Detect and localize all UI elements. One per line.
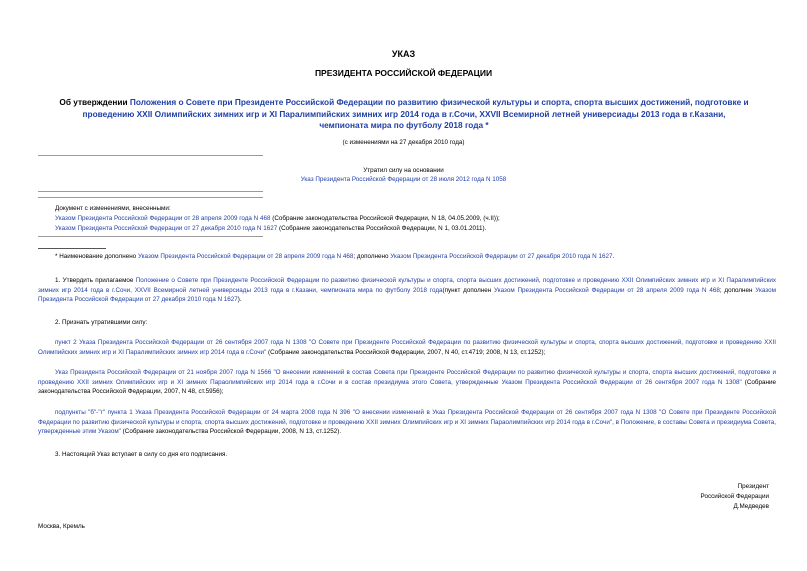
divider [38, 191, 263, 192]
repealed-note: Утратил силу на основании [363, 167, 444, 174]
repealed-item-link[interactable]: пункт 2 Указа Президента Российской Федерации от 26 сентября 2007 года N 1308 "О Совете при Президенте Российской Федерации по развитию физической культуры и спорта, спорта высших достижений, подготовке и проведению XXII Олимпийских зимних игр и XI Паралимпийских зимних игр 2014 года в г.Сочи" [38, 339, 776, 356]
changes-item-text: (Собрание законодательства Российской Федерации, N 1, 03.01.2011). [277, 225, 487, 232]
footnote-link[interactable]: Указом Президента Российской Федерации от 28 апреля 2009 года N 468 [137, 253, 354, 260]
paragraph-text: ). [237, 296, 242, 304]
repealed-item-text: (Собрание законодательства Российской Федерации, 2007, N 40, ст.4719; 2008, N 13, ст.1252); [266, 348, 546, 356]
changes-item [55, 225, 486, 234]
amendment-link[interactable]: Указом Президента Российской Федерации от 27 декабря 2010 года N 1627 [38, 286, 776, 304]
amendment-link[interactable]: Указом Президента Российской Федерации от 28 апреля 2009 года N 468 [494, 286, 720, 294]
footnote-text: . [612, 253, 615, 260]
signature-position: Президент [737, 483, 769, 490]
paragraph-1 [38, 276, 776, 305]
changes-item-text: (Собрание законодательства Российской Федерации, N 18, 04.05.2009, (ч.II)); [270, 215, 500, 222]
signature-organization: Российской Федерации [700, 493, 769, 500]
paragraph-text: 1. Утвердить прилагаемое [55, 277, 136, 284]
document-title [58, 97, 750, 132]
divider [38, 236, 263, 237]
footnote-separator [38, 248, 106, 249]
amended-note: (с изменениями на 27 декабря 2010 года) [342, 139, 465, 146]
repealed-item-text: (Собрание законодательства Российской Федерации, 2008, N 13, ст.1252). [120, 428, 342, 436]
footnote-link[interactable]: Указом Президента Российской Федерации от 27 декабря 2010 года N 1627 [390, 253, 613, 260]
decree-issuer: ПРЕЗИДЕНТА РОССИЙСКОЙ ФЕДЕРАЦИИ [314, 68, 493, 78]
changes-heading: Документ с изменениями, внесенными: [55, 205, 171, 212]
changes-item [55, 215, 500, 224]
divider [38, 197, 263, 198]
repealed-item-link[interactable]: подпункты "б"-"г" пункта 1 Указа Президента Российской Федерации от 24 марта 2008 года N 396 "О внесении изменений в Указ Президента Российской Федерации от 26 сентября 2007 года N 1308 "О Совете при Президенте Российской Федерации по развитию физической культуры и спорта, спорта высших достижений, подготовке и проведению XXII зимних Олимпийских игр и XI зимних Параолимпийских игр 2014 года в г.Сочи", в Положение, в составы Совета и президиума Совета, утвержденные этим Указом" [38, 409, 776, 436]
title-prefix: Об утверждении [59, 97, 130, 107]
footnote [55, 253, 614, 262]
paragraph-3: 3. Настоящий Указ вступает в силу со дня его подписания. [55, 451, 228, 458]
signature-block [701, 482, 769, 512]
repealed-item-3 [38, 408, 776, 437]
repealed-link[interactable]: Указ Президента Российской Федерации от 28 июля 2012 года N 1058 [300, 176, 507, 183]
divider [38, 155, 263, 156]
paragraph-2: 2. Признать утратившими силу: [55, 319, 148, 326]
footnote-text: ; дополнено [353, 253, 391, 260]
repealed-item-1 [38, 338, 776, 357]
footnote-text: * Наименование дополнено [55, 253, 138, 260]
paragraph-text: (пункт дополнен [442, 286, 495, 294]
paragraph-text: ; дополнен [719, 286, 756, 294]
signing-place: Москва, Кремль [38, 523, 85, 530]
changes-item-link[interactable]: Указом Президента Российской Федерации от 28 апреля 2009 года N 468 [55, 215, 271, 222]
title-link[interactable]: Положения о Совете при Президенте Российской Федерации по развитию физической культуры и спорта, спорта высших достижений, подготовке и проведению XXII Олимпийских зимних игр и XI Паралимпийских зимних игр 2014 года в г.Сочи, XXVII Всемирной летней универсиады 2013 года в г.Казани, чемпионата мира по футболу 2018 года * [82, 97, 749, 130]
repealed-item-2 [38, 368, 776, 397]
repealed-item-link[interactable]: Указ Президента Российской Федерации от 21 ноября 2007 года N 1566 "О внесении изменений в состав Совета при Президенте Российской Федерации по развитию физической культуры и спорта, спорта высших достижений, подготовке и проведению XXII зимних Олимпийских игр и XI зимних Параолимпийских игр 2014 года в г.Сочи и в состав президиума этого Совета, утвержденные Указом Президента Российской Федерации от 26 сентября 2007 года N 1308" [38, 369, 776, 386]
regulation-link[interactable]: Положение о Совете при Президенте Российской Федерации по развитию физической культуры и спорта, спорта высших достижений, подготовке и проведению XXII Олимпийских зимних игр и XI Паралимпийских зимних игр 2014 года в г.Сочи, XXVII Всемирной летней универсиады 2013 года в г.Казани, чемпионата мира по футболу 2018 года [38, 277, 776, 294]
repealed-item-text: (Собрание законодательства Российской Федерации, 2007, N 48, ст.5956); [38, 378, 776, 396]
decree-word: УКАЗ [391, 49, 416, 59]
changes-item-link[interactable]: Указом Президента Российской Федерации от 27 декабря 2010 года N 1627 [55, 225, 278, 232]
signature-name: Д.Медведев [733, 503, 769, 510]
